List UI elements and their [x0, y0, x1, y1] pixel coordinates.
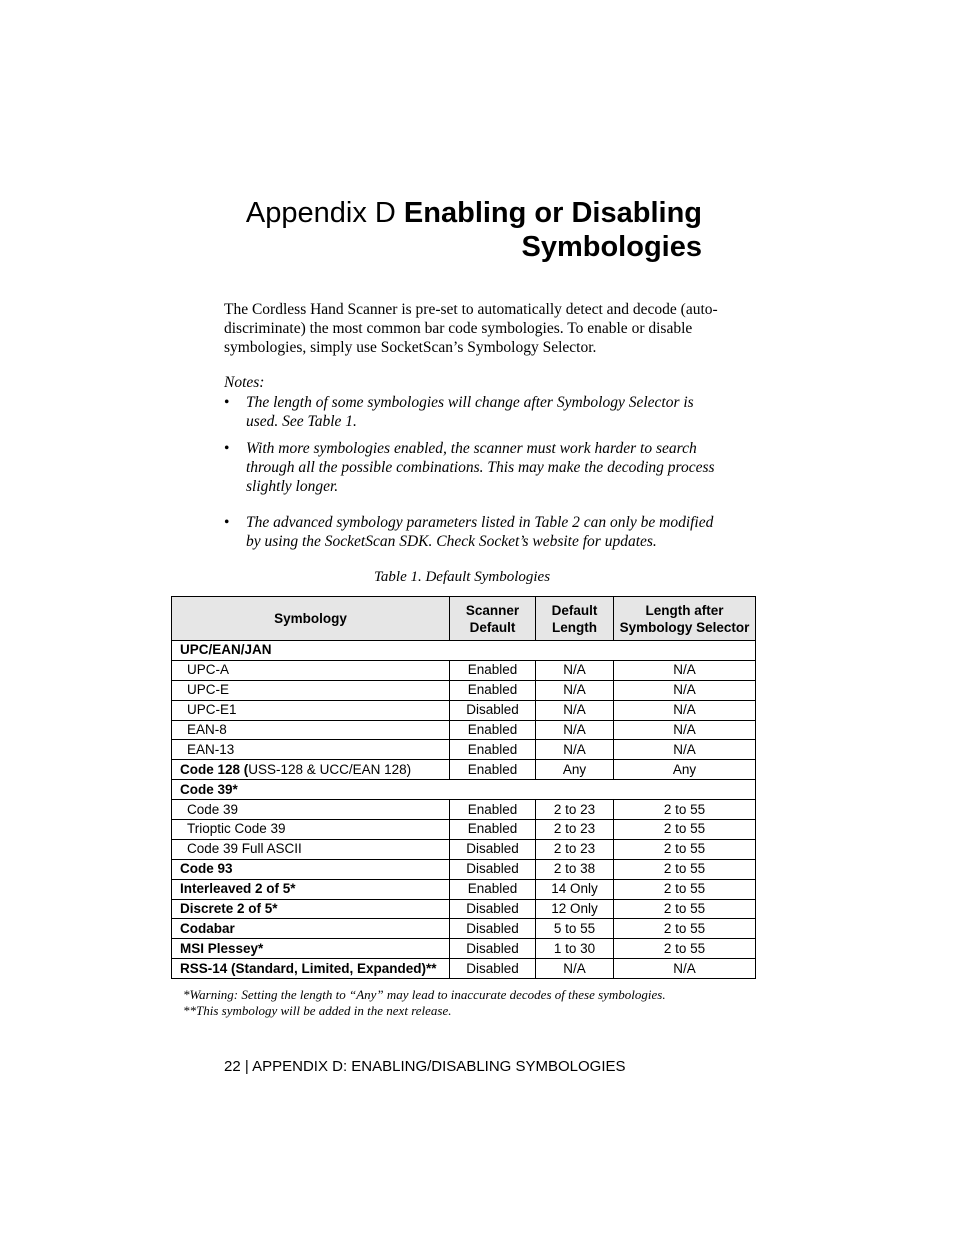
- cell-length-after: 2 to 55: [614, 899, 756, 919]
- cell-symbology: EAN-13: [172, 740, 450, 760]
- header-default-length: Default Length: [536, 597, 614, 641]
- cell-symbology: Codabar: [172, 919, 450, 939]
- cell-default-length: 14 Only: [536, 879, 614, 899]
- group-label: Code 39*: [172, 780, 756, 800]
- cell-default-length: 2 to 23: [536, 839, 614, 859]
- header-scanner-default: Scanner Default: [450, 597, 536, 641]
- table-caption: Table 1. Default Symbologies: [373, 569, 551, 585]
- cell-default-length: 2 to 38: [536, 859, 614, 879]
- cell-scanner-default: Disabled: [450, 700, 536, 720]
- cell-scanner-default: Enabled: [450, 680, 536, 700]
- table-row: [172, 839, 756, 859]
- cell-symbology: UPC-E1: [172, 700, 450, 720]
- cell-symbology: Code 39: [172, 800, 450, 820]
- page-footer: 22 | APPENDIX D: ENABLING/DISABLING SYMBOLOGIES: [224, 1058, 626, 1075]
- note-item: [224, 393, 724, 431]
- cell-default-length: N/A: [536, 680, 614, 700]
- note-text: The length of some symbologies will change after Symbology Selector is used. See Table 1.: [246, 394, 694, 430]
- cell-scanner-default: Disabled: [450, 859, 536, 879]
- table-row: [172, 800, 756, 820]
- footnote-warning: *Warning: Setting the length to “Any” may lead to inaccurate decodes of these symbologies.: [183, 987, 666, 1002]
- bullet-icon: •: [224, 514, 230, 531]
- cell-symbology: Code 93: [172, 859, 450, 879]
- cell-symbology: UPC-E: [172, 680, 450, 700]
- table-row: [172, 700, 756, 720]
- note-text: The advanced symbology parameters listed in Table 2 can only be modified by using the SocketScan SDK. Check Socket’s website for updates.: [246, 514, 714, 550]
- symbology-name-detail: USS-128 & UCC/EAN 128): [248, 761, 412, 777]
- table-row: [172, 720, 756, 740]
- table-group-row: [172, 780, 756, 800]
- group-label: UPC/EAN/JAN: [172, 641, 756, 661]
- cell-symbology: EAN-8: [172, 720, 450, 740]
- cell-default-length: 2 to 23: [536, 820, 614, 840]
- cell-default-length: 2 to 23: [536, 800, 614, 820]
- cell-scanner-default: Enabled: [450, 820, 536, 840]
- cell-scanner-default: Enabled: [450, 800, 536, 820]
- header-symbology: Symbology: [172, 597, 450, 641]
- notes-label: Notes:: [224, 374, 265, 391]
- cell-symbology: Code 39 Full ASCII: [172, 839, 450, 859]
- table-row: [172, 760, 756, 780]
- cell-default-length: 12 Only: [536, 899, 614, 919]
- table-row: [172, 740, 756, 760]
- cell-default-length: N/A: [536, 700, 614, 720]
- cell-default-length: N/A: [536, 959, 614, 979]
- cell-length-after: N/A: [614, 720, 756, 740]
- note-item: [224, 439, 724, 496]
- cell-scanner-default: Enabled: [450, 720, 536, 740]
- cell-length-after: 2 to 55: [614, 820, 756, 840]
- table-row: [172, 959, 756, 979]
- table-row: [172, 660, 756, 680]
- cell-length-after: 2 to 55: [614, 859, 756, 879]
- symbology-name-bold: Code 128 (: [180, 761, 249, 777]
- title-line2: Symbologies: [521, 231, 702, 263]
- title-line1: Enabling or Disabling: [403, 197, 702, 229]
- footnote-release: **This symbology will be added in the next release.: [183, 1003, 452, 1018]
- note-text: With more symbologies enabled, the scanner must work harder to search through all the possible combinations. This may make the decoding process slightly longer.: [246, 440, 715, 495]
- cell-symbology: Trioptic Code 39: [172, 820, 450, 840]
- cell-scanner-default: Enabled: [450, 879, 536, 899]
- title-prefix: Appendix D: [245, 197, 396, 229]
- cell-scanner-default: Disabled: [450, 919, 536, 939]
- cell-scanner-default: Disabled: [450, 839, 536, 859]
- cell-length-after: N/A: [614, 700, 756, 720]
- cell-default-length: N/A: [536, 720, 614, 740]
- table-row: [172, 680, 756, 700]
- cell-length-after: 2 to 55: [614, 800, 756, 820]
- header-length-after: Length after Symbology Selector: [614, 597, 756, 641]
- cell-scanner-default: Enabled: [450, 740, 536, 760]
- cell-default-length: Any: [536, 760, 614, 780]
- cell-symbology: Discrete 2 of 5*: [172, 899, 450, 919]
- cell-scanner-default: Disabled: [450, 939, 536, 959]
- table-row: [172, 859, 756, 879]
- cell-default-length: N/A: [536, 660, 614, 680]
- cell-length-after: Any: [614, 760, 756, 780]
- bullet-icon: •: [224, 394, 230, 411]
- note-item: [224, 513, 724, 551]
- cell-scanner-default: Enabled: [450, 760, 536, 780]
- cell-length-after: N/A: [614, 959, 756, 979]
- cell-length-after: 2 to 55: [614, 919, 756, 939]
- cell-scanner-default: Disabled: [450, 959, 536, 979]
- cell-length-after: 2 to 55: [614, 879, 756, 899]
- cell-default-length: N/A: [536, 740, 614, 760]
- cell-symbology: Interleaved 2 of 5*: [172, 879, 450, 899]
- table-row: [172, 879, 756, 899]
- table-row: [172, 899, 756, 919]
- cell-symbology: [172, 760, 450, 780]
- cell-symbology: MSI Plessey*: [172, 939, 450, 959]
- cell-length-after: N/A: [614, 660, 756, 680]
- cell-default-length: 1 to 30: [536, 939, 614, 959]
- intro-paragraph: The Cordless Hand Scanner is pre-set to automatically detect and decode (auto-discriminate) the most common bar code symbologies. To enable or disable symbologies, simply use SocketScan’s Symbology Selector.: [224, 301, 718, 356]
- cell-scanner-default: Enabled: [450, 660, 536, 680]
- table-row: [172, 820, 756, 840]
- cell-symbology: RSS-14 (Standard, Limited, Expanded)**: [172, 959, 450, 979]
- cell-length-after: N/A: [614, 740, 756, 760]
- table-header-row: [172, 597, 756, 641]
- cell-length-after: N/A: [614, 680, 756, 700]
- cell-scanner-default: Disabled: [450, 899, 536, 919]
- cell-length-after: 2 to 55: [614, 939, 756, 959]
- table-group-row: [172, 641, 756, 661]
- table-row: [172, 939, 756, 959]
- cell-default-length: 5 to 55: [536, 919, 614, 939]
- bullet-icon: •: [224, 440, 230, 457]
- cell-length-after: 2 to 55: [614, 839, 756, 859]
- symbology-table: [171, 596, 756, 979]
- table-row: [172, 919, 756, 939]
- page-title: [200, 196, 702, 264]
- cell-symbology: UPC-A: [172, 660, 450, 680]
